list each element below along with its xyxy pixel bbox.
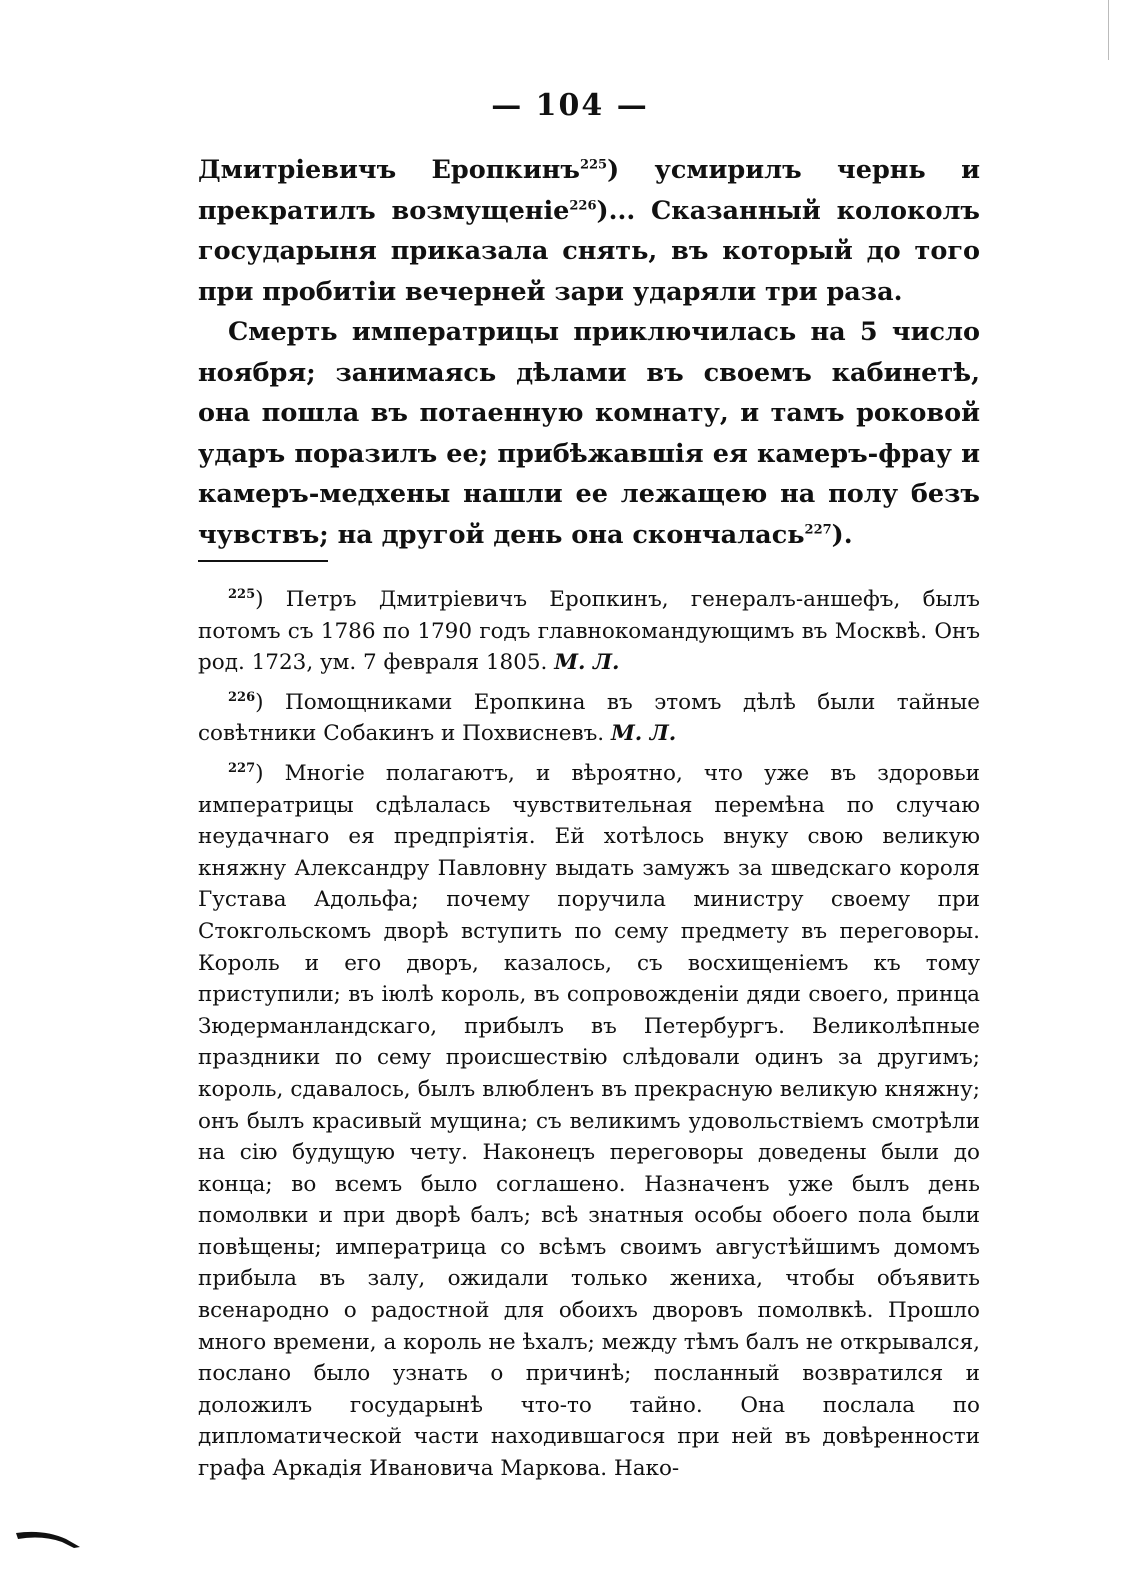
footnote-signature: М. Л. [554,650,620,676]
footnote-text: ) Многіе полагаютъ, и вѣроятно, что уже въ здоровьи императрицы сдѣлалась чувствительная перемѣна по случаю неудачнаго ея предпріятія. Ей хотѣлось внуку свою великую княжну Александру Павловну выдать замужъ за шведскаго короля Густава Адольфа; почему поручила министру своему при Стокгольскомъ дворѣ вступить по сему предмету въ переговоры. Король и его дворъ, казалось, съ восхищеніемъ къ тому приступили; въ іюлѣ король, въ сопровожденіи дяди своего, принца Зюдерманландскаго, прибылъ въ Петербургъ. Великолѣпные праздники по сему происшествію слѣдовали одинъ за другимъ; король, сдавалось, былъ влюбленъ въ прекрасную великую княжну; онъ былъ красивый мущина; съ великимъ удовольствіемъ смотрѣли на сію будущую чету. Наконецъ переговоры доведены были до конца; во всемъ было соглашено. Назначенъ уже былъ день помолвки и при дворѣ балъ; всѣ знатныя особы обоего пола были повѣщены; императрица со всѣмъ своимъ августѣйшимъ домомъ прибыла въ залу, ожидали только жениха, чтобы объявить всенародно о радостной для обоихъ дворовъ помолвкѣ. Прошло много времени, а король не ѣхалъ; между тѣмъ балъ не открывался, послано было узнать о причинѣ; посланный возвратился и доложилъ государынѣ что-то тайно. Она послала по дипломатической части находившагося при ней въ довѣренности графа Аркадія Ивановича Маркова. Нако- [198,760,980,1482]
paragraph-text: Дмитріевичъ Еропкинъ [198,155,580,185]
footnote-text: ) Помощниками Еропкина въ этомъ дѣлѣ были тайные совѣтники Собакинъ и Похвисневъ. [198,689,980,747]
footnote-number: 226 [228,689,256,705]
footnote-ref-225: 225 [579,157,608,173]
scan-edge-line [1108,0,1109,60]
paragraph-text: )... Сказанный колоколъ государыня приказала снять, въ который до того при пробитіи вечерней зари ударяли три раза. [198,195,980,307]
paragraph-text: Смерть императрицы приключилась на 5 число ноября; занимаясь дѣлами въ своемъ кабинетѣ, она пошла въ потаенную комнату, и тамъ роковой ударъ поразилъ ее; прибѣжавшія ея камеръ-фрау и камеръ-медхены нашли ее лежащею на полу безъ чувствъ; на другой день она скончалась [198,317,980,550]
paragraph-text: ) усмирилъ чернь и прекратилъ возмущеніе [198,155,980,226]
footnote-text: ) Петръ Дмитріевичъ Еропкинъ, генералъ-аншефъ, былъ потомъ съ 1786 по 1790 годъ главнокомандующимъ въ Москвѣ. Онъ род. 1723, ум. 7 февраля 1805. [198,587,980,676]
main-text [198,150,980,555]
scan-smudge-mark [14,1527,84,1549]
footnote-separator [198,560,328,562]
main-paragraph-1 [198,150,980,312]
page-number: — 104 — [491,88,649,123]
footnote-number: 227 [228,760,256,776]
footnote-225 [198,584,980,679]
main-paragraph-2 [198,312,980,555]
paragraph-text: ). [831,519,853,550]
footnote-226 [198,687,980,750]
footnote-number: 225 [228,586,256,602]
footnote-ref-226: 226 [569,198,597,213]
footnotes [198,584,980,1485]
footnote-ref-227: 227 [804,522,832,537]
footnote-227 [198,758,980,1485]
footnote-signature: М. Л. [610,721,677,747]
